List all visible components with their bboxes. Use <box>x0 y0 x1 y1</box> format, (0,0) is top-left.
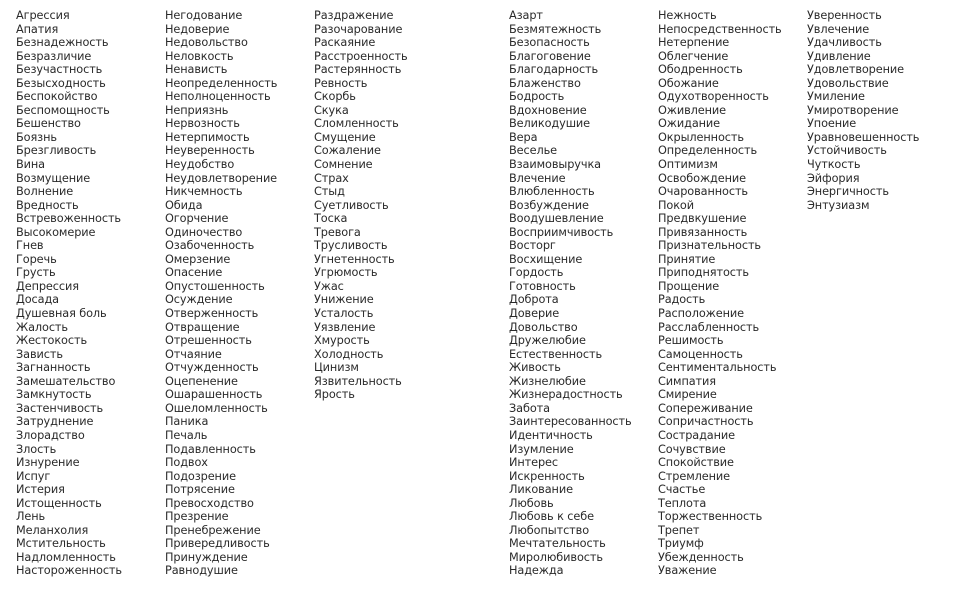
word-item: Потрясение <box>165 483 235 497</box>
word-item: Восторг <box>509 239 556 253</box>
word-item: Восхищение <box>509 252 583 266</box>
word-item: Загнанность <box>16 361 91 375</box>
word-item: Теплота <box>658 496 707 510</box>
word-item: Уязвление <box>314 320 376 334</box>
word-item: Привередливость <box>165 537 270 551</box>
word-item: Обожание <box>658 76 719 90</box>
word-item: Неудобство <box>165 158 235 172</box>
word-item: Истощенность <box>16 496 102 510</box>
word-item: Апатия <box>16 22 59 36</box>
word-item: Веселье <box>509 144 557 158</box>
word-item: Беспомощность <box>16 103 110 117</box>
word-item: Изнурение <box>16 456 80 470</box>
word-column-3 <box>314 9 408 402</box>
word-item: Тревога <box>314 225 361 239</box>
word-item: Лень <box>16 510 46 524</box>
word-item: Встревоженность <box>16 212 121 226</box>
word-item: Счастье <box>658 483 706 497</box>
word-item: Возмущение <box>16 171 91 185</box>
word-item: Безучастность <box>16 63 103 77</box>
word-item: Скука <box>314 103 349 117</box>
word-item: Бодрость <box>509 90 565 104</box>
word-item: Симпатия <box>658 374 716 388</box>
word-item: Неприязнь <box>165 103 229 117</box>
word-item: Радость <box>658 293 706 307</box>
word-item: Неуверенность <box>165 144 255 158</box>
word-item: Настороженность <box>16 564 122 578</box>
word-item: Удовлетворение <box>807 63 904 77</box>
word-item: Стыд <box>314 185 345 199</box>
word-item: Боязнь <box>16 130 57 144</box>
word-item: Нервозность <box>165 117 240 131</box>
word-item: Досада <box>16 293 60 307</box>
word-item: Хмурость <box>314 334 370 348</box>
word-item: Бешенство <box>16 117 81 131</box>
word-item: Воодушевление <box>509 212 604 226</box>
word-item: Злорадство <box>16 428 85 442</box>
word-column-1 <box>16 9 122 578</box>
word-item: Цинизм <box>314 361 359 375</box>
word-item: Замкнутость <box>16 388 92 402</box>
word-item: Оживление <box>658 103 727 117</box>
word-item: Живость <box>509 361 561 375</box>
word-item: Признательность <box>658 239 761 253</box>
word-item: Язвительность <box>314 374 402 388</box>
word-item: Готовность <box>509 279 576 293</box>
word-item: Презрение <box>165 510 229 524</box>
word-item: Окрыленность <box>658 130 744 144</box>
word-item: Неудовлетворение <box>165 171 278 185</box>
word-item: Расположение <box>658 307 744 321</box>
word-item: Омерзение <box>165 252 231 266</box>
word-column-2 <box>165 9 277 578</box>
word-item: Гордость <box>509 266 564 280</box>
word-item: Отчаяние <box>165 347 222 361</box>
word-item: Влечение <box>509 171 566 185</box>
word-item: Великодушие <box>509 117 591 131</box>
word-item: Никчемность <box>165 185 243 199</box>
word-item: Безнадежность <box>16 36 109 50</box>
word-item: Забота <box>509 401 550 415</box>
word-item: Негодование <box>165 9 243 22</box>
word-item: Отверженность <box>165 307 259 321</box>
word-item: Ревность <box>314 76 368 90</box>
word-item: Страх <box>314 171 349 185</box>
word-item: Прощение <box>658 279 720 293</box>
word-item: Жизнелюбие <box>509 374 586 388</box>
word-item: Нежность <box>658 9 717 22</box>
word-item: Нетерпение <box>658 36 730 50</box>
word-item: Принятие <box>658 252 716 266</box>
word-item: Угрюмость <box>314 266 378 280</box>
word-item: Уравновешенность <box>807 130 920 144</box>
word-column-6 <box>807 9 919 212</box>
word-item: Отчужденность <box>165 361 259 375</box>
word-item: Одухотворенность <box>658 90 769 104</box>
word-item: Застенчивость <box>16 401 104 415</box>
word-item: Скорбь <box>314 90 356 104</box>
word-item: Вредность <box>16 198 79 212</box>
word-item: Сопричастность <box>658 415 754 429</box>
word-item: Разочарование <box>314 22 403 36</box>
word-item: Доверие <box>509 307 560 321</box>
word-item: Уважение <box>658 564 717 578</box>
word-item: Угнетенность <box>314 252 395 266</box>
word-item: Осуждение <box>165 293 233 307</box>
word-item: Покой <box>658 198 694 212</box>
word-item: Горечь <box>16 252 57 266</box>
word-item: Безразличие <box>16 49 92 63</box>
word-item: Депрессия <box>16 279 79 293</box>
word-item: Подавленность <box>165 442 256 456</box>
word-item: Принуждение <box>165 550 248 564</box>
word-item: Чуткость <box>807 158 861 172</box>
word-item: Грусть <box>16 266 56 280</box>
word-item: Спокойствие <box>658 456 734 470</box>
word-item: Вдохновение <box>509 103 587 117</box>
word-item: Удачливость <box>807 36 882 50</box>
word-item: Удовольствие <box>807 76 889 90</box>
word-item: Определенность <box>658 144 758 158</box>
word-item: Устойчивость <box>807 144 887 158</box>
word-item: Непосредственность <box>658 22 782 36</box>
word-item: Жестокость <box>16 334 88 348</box>
word-item: Блаженство <box>509 76 581 90</box>
word-item: Меланхолия <box>16 523 89 537</box>
word-item: Мстительность <box>16 537 106 551</box>
word-item: Естественность <box>509 347 603 361</box>
word-item: Изумление <box>509 442 574 456</box>
word-item: Опасение <box>165 266 223 280</box>
word-item: Сомнение <box>314 158 373 172</box>
word-item: Любовь <box>509 496 554 510</box>
word-item: Любовь к себе <box>509 510 594 524</box>
word-item: Облегчение <box>658 49 729 63</box>
word-column-4 <box>509 9 632 578</box>
word-item: Отвращение <box>165 320 240 334</box>
word-item: Огорчение <box>165 212 229 226</box>
word-item: Подвох <box>165 456 208 470</box>
word-item: Безмятежность <box>509 22 602 36</box>
word-item: Решимость <box>658 334 724 348</box>
word-item: Освобождение <box>658 171 746 185</box>
word-item: Увлечение <box>807 22 870 36</box>
word-item: Неполноценность <box>165 90 271 104</box>
word-item: Дружелюбие <box>509 334 586 348</box>
word-item: Тоска <box>314 212 348 226</box>
word-item: Брезгливость <box>16 144 97 158</box>
word-item: Высокомерие <box>16 225 96 239</box>
word-item: Энергичность <box>807 185 889 199</box>
word-item: Недовольство <box>165 36 248 50</box>
word-column-5 <box>658 9 782 578</box>
word-item: Интерес <box>509 456 558 470</box>
word-item: Торжественность <box>658 510 763 524</box>
word-item: Ошеломленность <box>165 401 268 415</box>
word-item: Недоверие <box>165 22 230 36</box>
word-item: Привязанность <box>658 225 748 239</box>
word-item: Благоговение <box>509 49 591 63</box>
word-item: Унижение <box>314 293 374 307</box>
word-item: Приподнятость <box>658 266 749 280</box>
word-item: Стремление <box>658 469 730 483</box>
word-item: Обида <box>165 198 203 212</box>
word-item: Искренность <box>509 469 585 483</box>
word-item: Безопасность <box>509 36 590 50</box>
word-item: Заинтересованность <box>509 415 632 429</box>
word-item: Одиночество <box>165 225 243 239</box>
word-item: Трепет <box>658 523 700 537</box>
word-item: Замешательство <box>16 374 116 388</box>
word-item: Доброта <box>509 293 559 307</box>
word-item: Отрешенность <box>165 334 252 348</box>
word-item: Агрессия <box>16 9 70 22</box>
word-item: Ободренность <box>658 63 743 77</box>
word-item: Раскаяние <box>314 36 376 50</box>
word-item: Жизнерадостность <box>509 388 623 402</box>
word-item: Благодарность <box>509 63 599 77</box>
word-item: Расслабленность <box>658 320 760 334</box>
word-item: Ярость <box>314 388 355 402</box>
word-item: Сострадание <box>658 428 735 442</box>
word-item: Опустошенность <box>165 279 265 293</box>
word-item: Суетливость <box>314 198 389 212</box>
word-item: Волнение <box>16 185 74 199</box>
word-item: Надежда <box>509 564 564 578</box>
word-item: Триумф <box>658 537 704 551</box>
word-item: Ожидание <box>658 117 721 131</box>
word-item: Энтузиазм <box>807 198 870 212</box>
word-item: Эйфория <box>807 171 860 185</box>
word-item: Идентичность <box>509 428 593 442</box>
word-item: Печаль <box>165 428 208 442</box>
word-item: Ужас <box>314 279 344 293</box>
word-item: Сожаление <box>314 144 381 158</box>
word-item: Неопределенность <box>165 76 278 90</box>
word-item: Влюбленность <box>509 185 595 199</box>
word-item: Равнодушие <box>165 564 238 578</box>
word-item: Азарт <box>509 9 543 22</box>
word-item: Уверенность <box>807 9 882 22</box>
word-item: Злость <box>16 442 57 456</box>
word-item: Взаимовыручка <box>509 158 602 172</box>
word-item: Возбуждение <box>509 198 589 212</box>
word-item: Ошарашенность <box>165 388 263 402</box>
word-item: Оцепенение <box>165 374 238 388</box>
word-item: Затруднение <box>16 415 94 429</box>
word-item: Довольство <box>509 320 578 334</box>
word-item: Гнев <box>16 239 44 253</box>
word-item: Растерянность <box>314 63 402 77</box>
word-item: Очарованность <box>658 185 748 199</box>
word-item: Холодность <box>314 347 384 361</box>
word-item: Упоение <box>807 117 857 131</box>
word-item: Удивление <box>807 49 871 63</box>
word-item: Расстроенность <box>314 49 408 63</box>
word-item: Душевная боль <box>16 307 107 321</box>
word-item: Мечтательность <box>509 537 606 551</box>
word-item: Миролюбивость <box>509 550 603 564</box>
word-item: Надломленность <box>16 550 116 564</box>
word-item: Умиление <box>807 90 865 104</box>
word-item: Усталость <box>314 307 374 321</box>
word-item: Предвкушение <box>658 212 747 226</box>
word-item: Подозрение <box>165 469 236 483</box>
word-item: Неловкость <box>165 49 234 63</box>
word-item: Истерия <box>16 483 65 497</box>
word-item: Зависть <box>16 347 63 361</box>
word-item: Нетерпимость <box>165 130 250 144</box>
word-item: Раздражение <box>314 9 394 22</box>
word-item: Умиротворение <box>807 103 899 117</box>
word-item: Ликование <box>509 483 573 497</box>
word-item: Трусливость <box>314 239 388 253</box>
word-item: Безысходность <box>16 76 106 90</box>
word-item: Сопереживание <box>658 401 753 415</box>
word-item: Пренебрежение <box>165 523 261 537</box>
word-item: Убежденность <box>658 550 744 564</box>
word-item: Любопытство <box>509 523 590 537</box>
word-item: Беспокойство <box>16 90 98 104</box>
word-item: Самоценность <box>658 347 743 361</box>
word-item: Сентиментальность <box>658 361 777 375</box>
word-item: Оптимизм <box>658 158 718 172</box>
word-item: Сломленность <box>314 117 399 131</box>
word-item: Озабоченность <box>165 239 255 253</box>
word-item: Превосходство <box>165 496 254 510</box>
word-item: Вина <box>16 158 46 172</box>
word-item: Ненависть <box>165 63 228 77</box>
word-item: Вера <box>509 130 538 144</box>
word-item: Смущение <box>314 130 376 144</box>
word-item: Сочувствие <box>658 442 726 456</box>
word-item: Жалость <box>16 320 68 334</box>
word-item: Испуг <box>16 469 51 483</box>
word-item: Смирение <box>658 388 717 402</box>
word-item: Восприимчивость <box>509 225 614 239</box>
word-item: Паника <box>165 415 209 429</box>
